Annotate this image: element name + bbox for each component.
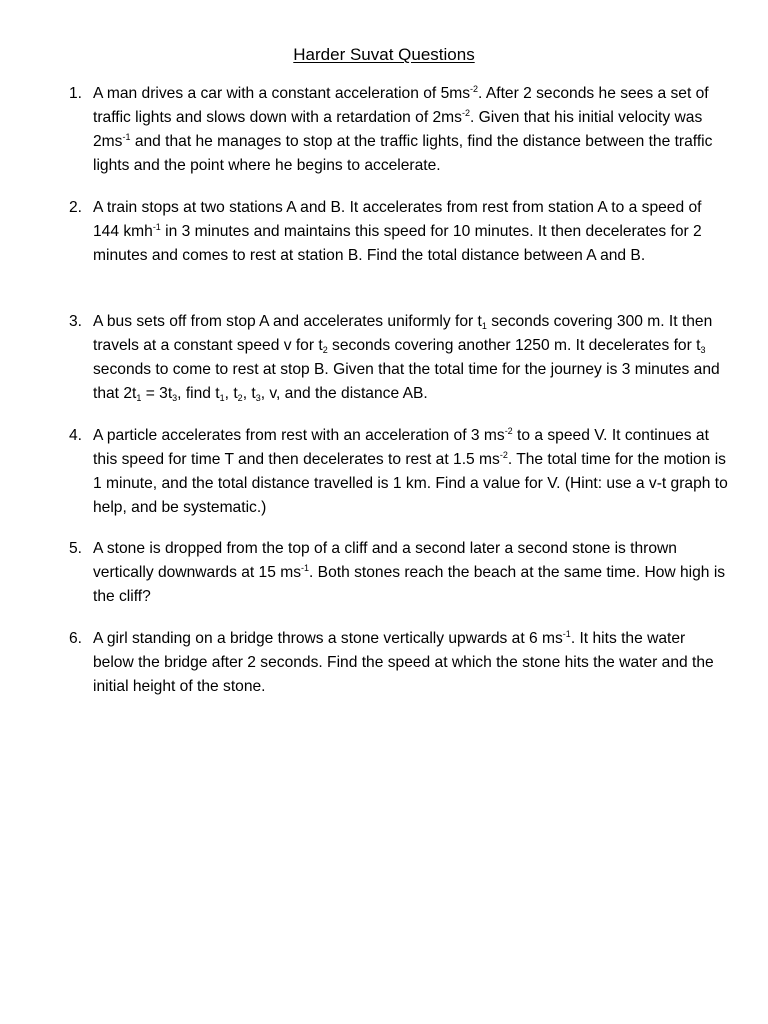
question-number: 2. [69,199,83,216]
question-text [93,82,729,178]
question-text [93,196,729,268]
question-text [93,627,729,699]
subscript: 3 [700,345,706,355]
question-item [69,310,729,406]
question-item [69,196,729,268]
question-text-segment: A man drives a car with a constant acceleration of 5ms [93,85,471,102]
question-text-segment: A particle accelerates from rest with an acceleration of 3 ms [93,427,505,444]
question-number: 6. [69,630,83,647]
document-title: Harder Suvat Questions [293,45,475,64]
question-item [69,627,729,699]
superscript: -1 [122,132,131,142]
superscript: -2 [461,108,470,118]
question-item [69,424,729,520]
question-text-segment: . Both stones reach the beach at the same time. How high is the cliff? [93,564,726,605]
question-text-segment: A bus sets off from stop A and accelerates uniformly for t [93,313,482,330]
question-text-segment: . Given that his initial velocity was 2ms [93,109,703,150]
question-text [93,537,729,609]
question-text [93,310,729,406]
question-text-segment: to a speed V. It continues at this speed for time T and then decelerates to rest at 1.5 ms [93,427,709,468]
question-number: 5. [69,540,83,557]
question-text-segment: seconds covering another 1250 m. It decelerates for t [327,337,701,354]
subscript: 1 [481,321,487,331]
question-text-segment: , t [242,385,256,402]
question-text-segment: A girl standing on a bridge throws a stone vertically upwards at 6 ms [93,630,563,647]
subscript: 2 [237,393,243,403]
question-text-segment: seconds to come to rest at stop B. Given that the total time for the journey is 3 minutes and that 2t [93,361,720,402]
question-item [69,82,729,178]
question-text-segment: . It hits the water below the bridge after 2 seconds. Find the speed at which the stone hits the water and the initial height of the stone. [93,630,714,695]
question-text-segment: = 3t [141,385,173,402]
superscript: -1 [562,629,571,639]
subscript: 1 [136,393,142,403]
question-text-segment: . After 2 seconds he sees a set of traffic lights and slows down with a retardation of 2ms [93,85,709,126]
question-text-segment: A stone is dropped from the top of a cliff and a second later a second stone is thrown vertically downwards at 15 ms [93,540,677,581]
superscript: -2 [499,450,508,460]
subscript: 2 [322,345,328,355]
question-text-segment: seconds covering 300 m. It then travels at a constant speed v for t [93,313,713,354]
question-item [69,537,729,609]
subscript: 1 [219,393,225,403]
subscript: 3 [172,393,178,403]
question-text-segment: in 3 minutes and maintains this speed for 10 minutes. It then decelerates for 2 minutes and comes to rest at station B. Find the total distance between A and B. [93,223,702,264]
superscript: -2 [470,84,479,94]
question-number: 3. [69,313,83,330]
superscript: -2 [504,426,513,436]
question-text-segment: , v, and the distance AB. [260,385,428,402]
question-text-segment: and that he manages to stop at the traffic lights, find the distance between the traffic lights and the point where he begins to accelerate. [93,133,713,174]
question-text-segment: A train stops at two stations A and B. It accelerates from rest from station A to a speed of 144 kmh [93,199,702,240]
question-text-segment: , t [224,385,238,402]
superscript: -1 [152,222,161,232]
superscript: -1 [301,563,310,573]
subscript: 3 [255,393,261,403]
question-number: 4. [69,427,83,444]
question-text [93,424,729,520]
question-text-segment: . The total time for the motion is 1 minute, and the total distance travelled is 1 km. Find a value for V. (Hint: use a v-t graph to help, and be systematic.) [93,451,728,516]
question-number: 1. [69,85,83,102]
question-text-segment: , find t [177,385,220,402]
